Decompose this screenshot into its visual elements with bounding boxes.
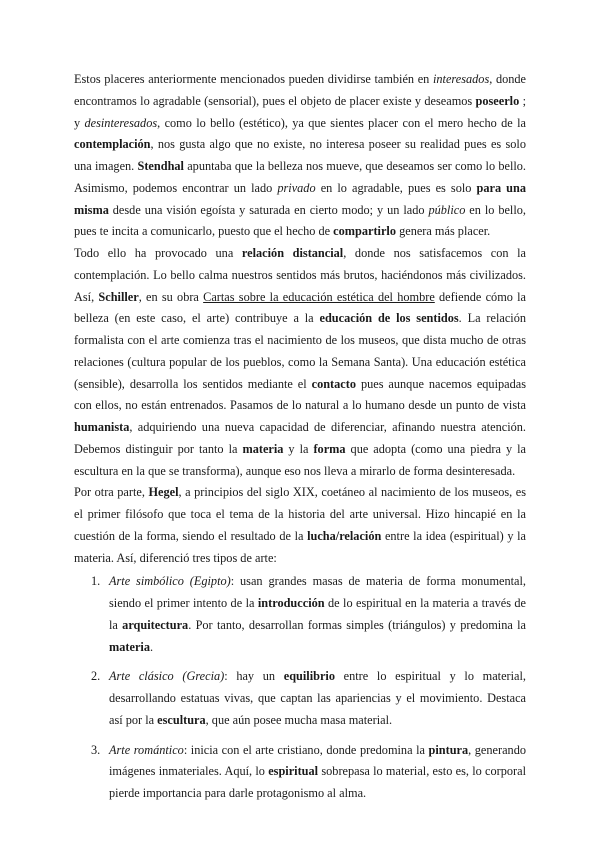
text-run: sobrepasa lo material, esto es, lo corporal pierde importancia para darle protagonismo al alma. xyxy=(109,764,526,800)
text-run: , como lo bello (estético), ya que sientes placer con el mero hecho de la xyxy=(157,115,526,130)
text-run: : inicia con el arte cristiano, donde predomina la xyxy=(183,742,429,757)
text-run: en lo bello, pues te incita a comunicarlo, puesto que el hecho de xyxy=(74,202,526,239)
underlined-title: Cartas sobre la educación estética del hombre xyxy=(203,289,435,304)
bold-term: contacto xyxy=(311,376,356,391)
list-number: 3. xyxy=(91,742,101,757)
text-run: Estos placeres anteriormente mencionados pueden dividirse también en xyxy=(74,72,433,86)
bold-term: educación de los sentidos xyxy=(319,311,459,326)
bold-term: para una misma xyxy=(74,180,527,217)
text-run: Por otra parte, xyxy=(74,485,149,500)
bold-term: espiritual xyxy=(268,764,319,779)
text-run: pues aunque nacemos equipadas con ellos, no están entrenados. Pasamos de lo natural a lo humano desde un punto de vista xyxy=(74,376,526,413)
bold-term: lucha/relación xyxy=(307,528,382,543)
text-run: , donde nos satisfacemos con la contemplación. Lo bello calma nuestros sentidos más brutos, haciéndonos más civilizados. Así, xyxy=(74,246,526,304)
bold-term: arquitectura xyxy=(122,617,189,632)
text-run: , generando imágenes inmateriales. Aquí, lo xyxy=(109,742,526,779)
text-run: Todo ello ha provocado una xyxy=(74,246,242,260)
text-run: entre lo espiritual y lo material, desarrollando estatuas vivas, que captan las apariencias y el movimiento. Destaca así por la xyxy=(109,669,526,727)
paragraph-hegel xyxy=(74,482,526,569)
bold-term: Schiller xyxy=(98,289,139,304)
bold-term: materia xyxy=(109,639,150,654)
bold-term: humanista xyxy=(74,420,130,434)
italic-term: Arte clásico (Grecia) xyxy=(109,669,225,684)
bold-term: escultura xyxy=(157,712,206,727)
text-run: , en su obra xyxy=(138,289,204,304)
italic-term: público xyxy=(428,202,466,217)
list-item-arte-romantico xyxy=(74,740,526,805)
list-number: 2. xyxy=(91,669,101,684)
text-run: en lo agradable, pues es solo xyxy=(315,180,477,195)
italic-term: privado xyxy=(277,180,316,195)
text-run: , donde encontramos lo agradable (sensorial), pues el objeto de placer existe y deseamos xyxy=(74,72,527,108)
text-run: , adquiriendo una nueva capacidad de diferenciar, afinando nuestra atención. Debemos distinguir por tanto la xyxy=(74,420,526,456)
text-run: , nos gusta algo que no existe, no interesa poseer su realidad pues es solo una imagen. xyxy=(74,137,526,173)
bold-term: contemplación xyxy=(74,137,151,152)
bold-term: Stendhal xyxy=(137,159,184,173)
list-item-text xyxy=(109,574,526,653)
paragraph-placeres xyxy=(74,69,526,243)
list-number: 1. xyxy=(91,574,101,589)
list-item-text xyxy=(109,743,526,801)
bold-term: compartirlo xyxy=(333,224,397,239)
list-item-arte-clasico xyxy=(74,666,526,731)
bold-term: Hegel xyxy=(148,485,179,500)
bold-term: relación distancial xyxy=(241,246,344,260)
bold-term: forma xyxy=(313,441,346,456)
italic-term: desinteresados xyxy=(84,115,158,130)
document-body xyxy=(74,69,526,805)
text-run: desde una visión egoísta y saturada en cierto modo; y un lado xyxy=(108,202,429,217)
text-run: de lo espiritual en la materia a través de la xyxy=(109,596,526,632)
bold-term: equilibrio xyxy=(283,669,335,684)
bold-term: poseerlo xyxy=(475,93,520,108)
italic-term: interesados xyxy=(432,72,490,86)
text-run: : usan grandes masas de materia de forma monumental, siendo el primer intento de la xyxy=(109,574,526,610)
italic-term: Arte simbólico (Egipto) xyxy=(109,574,231,589)
text-run: defiende cómo la belleza (en este caso, el arte) contribuye a la xyxy=(74,289,527,326)
text-run: entre la idea (espiritual) y la materia. Así, diferenció tres tipos de arte: xyxy=(74,528,526,565)
text-run: . xyxy=(149,639,154,654)
text-run: , a principios del siglo XIX, coetáneo al nacimiento de los museos, es el primer filósofo que toca el tema de la historia del arte universal. Hizo hincapié en la cuestión de la forma, siendo el resultado de la xyxy=(74,485,526,543)
italic-term: Arte romántico xyxy=(109,742,184,757)
bold-term: introducción xyxy=(257,596,325,610)
text-run: genera más placer. xyxy=(396,224,491,239)
bold-term: pintura xyxy=(428,742,469,757)
text-run: : hay un xyxy=(224,669,284,684)
text-run: ; y xyxy=(74,93,526,130)
list-item-arte-simbolico xyxy=(74,571,526,658)
text-run: apuntaba que la belleza nos mueve, que deseamos ser como lo bello. Asimismo, podemos encontrar un lado xyxy=(74,159,526,195)
text-run: , que aún posee mucha masa material. xyxy=(205,712,393,727)
bold-term: materia xyxy=(242,441,284,456)
text-run: . Por tanto, desarrollan formas simples (triángulos) y predomina la xyxy=(188,617,526,632)
text-run: y la xyxy=(283,441,314,456)
text-run: que adopta (como una piedra y la escultura en la que se transforma), aunque eso nos lleva a mirarlo de forma desinteresada. xyxy=(74,441,527,478)
list-item-text xyxy=(109,669,526,727)
text-run: . La relación formalista con el arte comienza tras el nacimiento de los museos, que dista mucho de otras relaciones (cultura popular de los pueblos, como la Semana Santa). Una educación estética (sensible), desarrolla los sentidos mediante el xyxy=(74,311,527,391)
paragraph-relacion-distancial xyxy=(74,243,526,482)
art-types-list xyxy=(74,571,526,805)
